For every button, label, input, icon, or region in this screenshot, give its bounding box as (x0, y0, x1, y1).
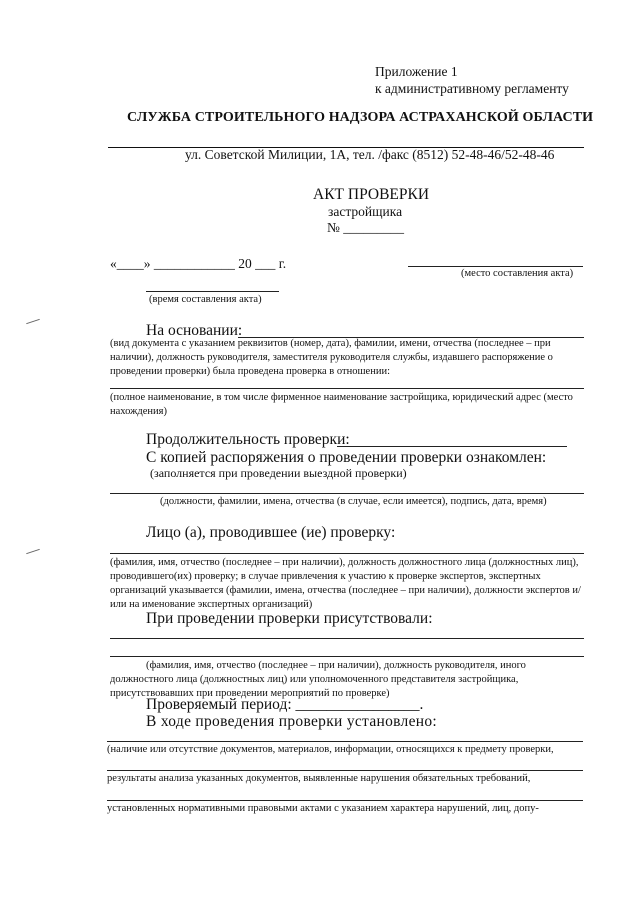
time-caption: (время составления акта) (149, 294, 262, 305)
act-number: № _________ (327, 220, 405, 235)
duration-line (337, 446, 567, 447)
inspected-entity-line (110, 388, 584, 389)
present-label: При проведении проверки присутствовали: (146, 610, 433, 627)
present-line-1 (110, 638, 584, 639)
appendix-line-2: к административному регламенту (375, 81, 569, 96)
basis-caption: (вид документа с указанием реквизитов (номер, дата), фамилии, имени, отчества (последнее – при наличии), должность руководителя, заместителя руководителя службы, издавшего распоряжение о проведении проверки) была проведена проверка в отношении: (110, 338, 553, 377)
appendix-line-1: Приложение 1 (375, 64, 458, 79)
scan-mark (26, 549, 40, 554)
time-line (146, 291, 279, 292)
scan-mark (26, 319, 40, 324)
period-label: Проверяемый период: ________________. (146, 696, 424, 713)
findings-line-3 (107, 800, 583, 801)
findings-line-2 (107, 770, 583, 771)
findings-caption-3: установленных нормативными правовыми актами с указанием характера нарушений, лиц, допу- (107, 803, 539, 814)
act-subtitle: застройщика (328, 204, 403, 219)
organization-address: ул. Советской Милиции, 1А, тел. /факс (8512) 52-48-46/52-48-46 (185, 147, 555, 162)
organization-name: СЛУЖБА СТРОИТЕЛЬНОГО НАДЗОРА АСТРАХАНСКОЙ ОБЛАСТИ (127, 110, 594, 125)
findings-caption-1: (наличие или отсутствие документов, материалов, информации, относящихся к предмету проверки, (107, 744, 554, 755)
present-line-2 (110, 656, 584, 657)
inspector-caption: (фамилия, имя, отчество (последнее – при наличии), должность должностного лица (должностных лиц), проводившего(их) проверку; в случае привлечения к участию к проверке экспертов, экспертных организаций указывается (фамилии, имена, отчества (последнее – при наличии), должности экспертов и/или на именование экспертных организаций) (110, 557, 581, 610)
copy-note: (заполняется при проведении выездной проверки) (150, 466, 407, 480)
copy-acknowledged-label: С копией распоряжения о проведении проверки ознакомлен: (146, 449, 547, 466)
findings-caption-2: результаты анализа указанных документов, выявленные нарушения обязательных требований, (107, 773, 531, 784)
inspector-line (110, 553, 584, 554)
copy-signature-line (110, 493, 584, 494)
place-caption: (место составления акта) (461, 268, 574, 279)
copy-caption: (должности, фамилии, имена, отчества (в случае, если имеется), подпись, дата, время) (160, 496, 547, 507)
inspected-entity-caption: (полное наименование, в том числе фирменное наименование застройщика, юридический адрес (место нахождения) (110, 392, 573, 417)
duration-label: Продолжительность проверки: (146, 431, 350, 448)
place-line (408, 266, 583, 267)
findings-label: В ходе проведения проверки установлено: (146, 713, 438, 730)
act-title: АКТ ПРОВЕРКИ (313, 186, 430, 203)
inspector-label: Лицо (а), проводившее (ие) проверку: (146, 524, 396, 541)
act-date-field: «____» ____________ 20 ___ г. (110, 256, 287, 271)
basis-label: На основании: (146, 322, 243, 339)
present-caption: (фамилия, имя, отчество (последнее – при наличии), должность руководителя, иного должностного лица (должностных лиц) или уполномоченного представителя застройщика, присутствовавших при проведении мероприятий по проверке) (110, 660, 526, 699)
findings-line-1 (107, 741, 583, 742)
